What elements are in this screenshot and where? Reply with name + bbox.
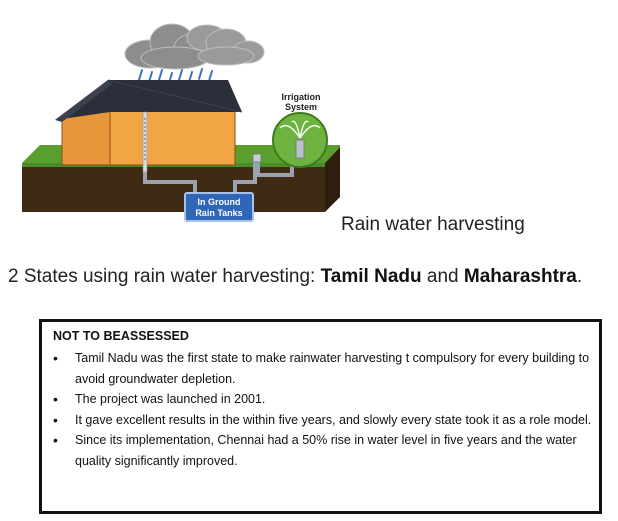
state-maharashtra: Maharashtra	[463, 266, 577, 287]
states-line-connector: and	[421, 266, 464, 287]
irrigation-system	[273, 92, 327, 167]
irrigation-label-line-1: Irrigation	[281, 92, 321, 102]
note-box	[39, 319, 602, 514]
rain-tank	[185, 193, 253, 221]
note-item: • The project was launched in 2001.	[50, 389, 595, 410]
state-tamil-nadu: Tamil Nadu	[320, 266, 422, 287]
irrigation-label-line-2: System	[284, 102, 318, 112]
clouds	[125, 24, 264, 69]
note-title: NOT TO BEASSESSED	[53, 329, 189, 343]
illustration-caption: Rain water harvesting	[341, 214, 525, 235]
house	[55, 80, 242, 172]
states-line	[8, 266, 582, 288]
states-line-suffix: .	[576, 266, 583, 287]
note-item: • It gave excellent results in the within five years, and slowly every state took it as a role model.	[50, 410, 595, 431]
note-item: • Tamil Nadu was the first state to make rainwater harvesting t compulsory for every building to avoid groundwater depletion.	[50, 348, 595, 389]
tank-label-line-1: In Ground	[197, 197, 241, 207]
states-line-prefix: 2 States using rain water harvesting:	[8, 266, 321, 287]
rainwater-harvesting-illustration	[0, 0, 340, 235]
note-item: • Since its implementation, Chennai had a 50% rise in water level in five years and the water quality significantly improved.	[50, 430, 595, 471]
tank-label-line-2: Rain Tanks	[195, 208, 243, 218]
note-list	[50, 348, 595, 471]
